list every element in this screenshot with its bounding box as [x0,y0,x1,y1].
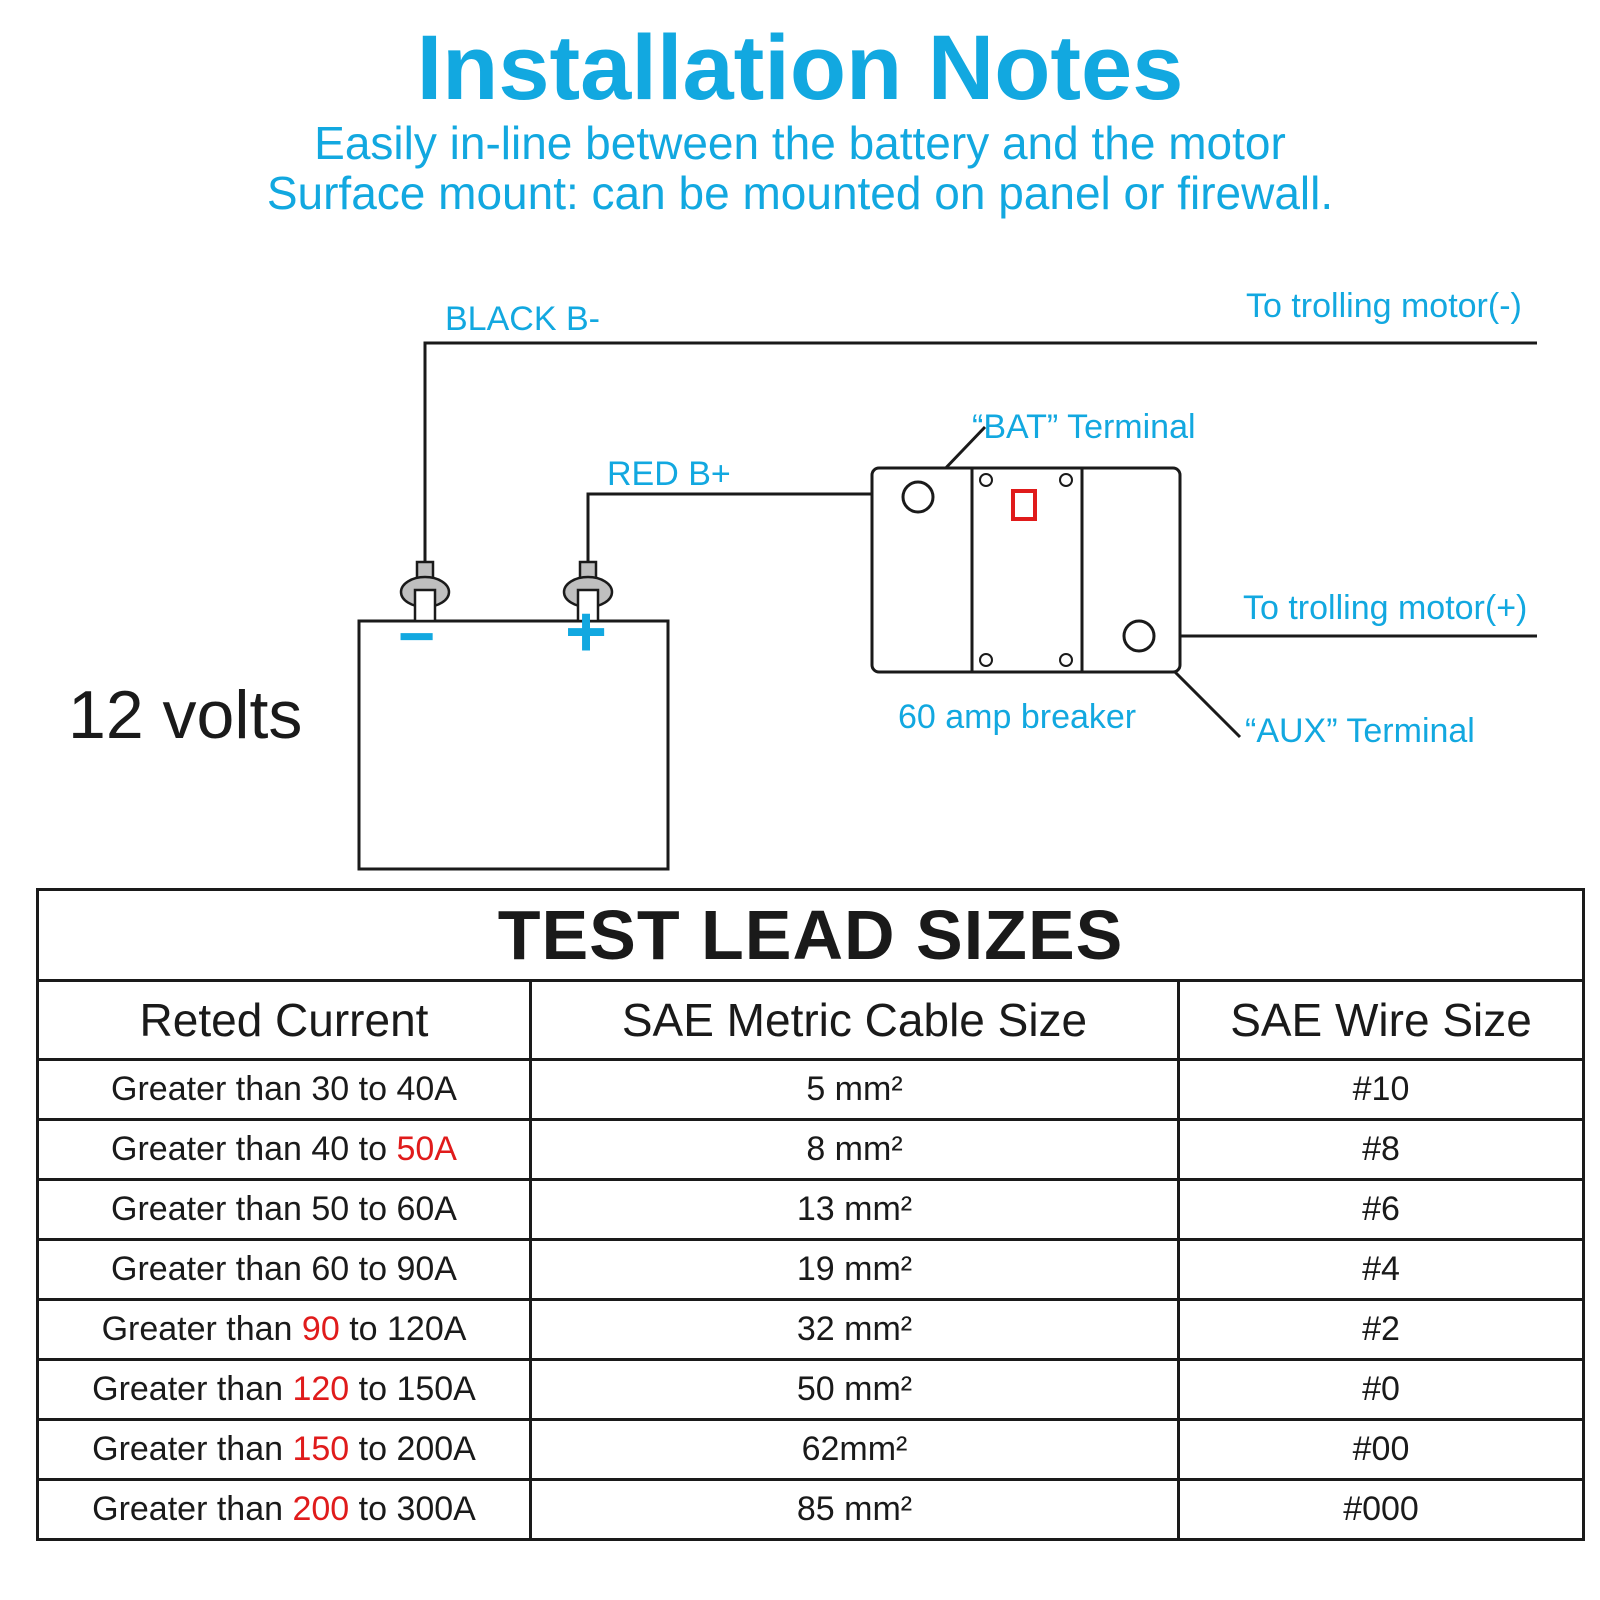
column-header: SAE Metric Cable Size [531,981,1179,1060]
wire-size-cell: #00 [1179,1420,1584,1480]
current-pre-text: Greater than [101,1310,302,1348]
current-low-text: 50 [311,1190,350,1228]
current-mid-text: to [349,1130,397,1168]
current-low-text: 30 [311,1070,350,1108]
current-high-text: 90A [396,1250,457,1288]
metric-cable-size-cell: 13 mm² [531,1180,1179,1240]
current-low-text: 90 [301,1310,340,1348]
current-low-text: 150 [292,1430,350,1468]
rated-current-cell [38,1480,531,1540]
page-title: Installation Notes [416,17,1184,119]
black-wire-label: BLACK B- [445,300,600,338]
subtitle-inline: Easily in-line between the battery and the motor [314,117,1286,169]
table-row [38,1120,1584,1180]
rated-current-cell [38,1180,531,1240]
rated-current-cell [38,1120,531,1180]
wire-size-cell: #2 [1179,1300,1584,1360]
table-row [38,1240,1584,1300]
current-high-text: 50A [396,1130,457,1168]
bat-terminal [903,482,933,512]
metric-cable-size-cell: 50 mm² [531,1360,1179,1420]
positive-symbol: + [565,592,608,672]
current-low-text: 120 [292,1370,350,1408]
metric-cable-size-cell: 8 mm² [531,1120,1179,1180]
current-mid-text: to [349,1070,397,1108]
rated-current-cell [38,1360,531,1420]
current-pre-text: Greater than [111,1190,312,1228]
aux-terminal [1124,621,1154,651]
current-pre-text: Greater than [111,1250,312,1288]
current-mid-text: to [339,1310,387,1348]
metric-cable-size-cell: 62mm² [531,1420,1179,1480]
current-high-text: 120A [387,1310,467,1348]
current-high-text: 60A [396,1190,457,1228]
table-row [38,1060,1584,1120]
current-pre-text: Greater than [111,1070,312,1108]
breaker-screw [1060,474,1072,486]
breaker-label: 60 amp breaker [898,698,1137,736]
current-pre-text: Greater than [111,1130,312,1168]
current-pre-text: Greater than [92,1430,293,1468]
table-title: TEST LEAD SIZES [38,890,1584,981]
metric-cable-size-cell: 19 mm² [531,1240,1179,1300]
breaker-screw [1060,654,1072,666]
current-mid-text: to [349,1250,397,1288]
table-row [38,1360,1584,1420]
current-low-text: 200 [292,1490,350,1528]
wire-size-cell: #10 [1179,1060,1584,1120]
rated-current-cell [38,1060,531,1120]
wire-size-cell: #8 [1179,1120,1584,1180]
breaker-screw [980,654,992,666]
current-mid-text: to [349,1430,397,1468]
motor-positive-label: To trolling motor(+) [1243,589,1528,627]
table-row [38,1480,1584,1540]
negative-symbol: − [398,600,436,672]
test-lead-sizes-table [36,888,1585,1541]
current-high-text: 300A [396,1490,476,1528]
current-pre-text: Greater than [92,1490,293,1528]
battery-voltage-label: 12 volts [68,677,303,753]
metric-cable-size-cell: 5 mm² [531,1060,1179,1120]
current-mid-text: to [349,1490,397,1528]
table-row [38,1420,1584,1480]
current-high-text: 200A [396,1430,476,1468]
column-header: SAE Wire Size [1179,981,1584,1060]
current-high-text: 40A [396,1070,457,1108]
current-low-text: 40 [311,1130,350,1168]
breaker-reset-indicator [1013,491,1035,519]
wire-size-cell: #0 [1179,1360,1584,1420]
breaker-screw [980,474,992,486]
table-row [38,1180,1584,1240]
current-high-text: 150A [396,1370,476,1408]
wire-size-cell: #4 [1179,1240,1584,1300]
table-row [38,1300,1584,1360]
aux-terminal-label: “AUX” Terminal [1245,712,1475,750]
subtitle-mount: Surface mount: can be mounted on panel or firewall. [266,167,1334,219]
bat-terminal-label: “BAT” Terminal [972,408,1196,446]
red-wire [588,494,918,580]
current-low-text: 60 [311,1250,350,1288]
rated-current-cell [38,1240,531,1300]
current-mid-text: to [349,1370,397,1408]
wire-size-cell: #000 [1179,1480,1584,1540]
rated-current-cell [38,1420,531,1480]
red-wire-label: RED B+ [607,455,731,493]
current-mid-text: to [349,1190,397,1228]
rated-current-cell [38,1300,531,1360]
motor-negative-label: To trolling motor(-) [1246,287,1522,325]
metric-cable-size-cell: 32 mm² [531,1300,1179,1360]
wire-size-cell: #6 [1179,1180,1584,1240]
table-header-row [38,981,1584,1060]
current-pre-text: Greater than [92,1370,293,1408]
column-header: Reted Current [38,981,531,1060]
metric-cable-size-cell: 85 mm² [531,1480,1179,1540]
